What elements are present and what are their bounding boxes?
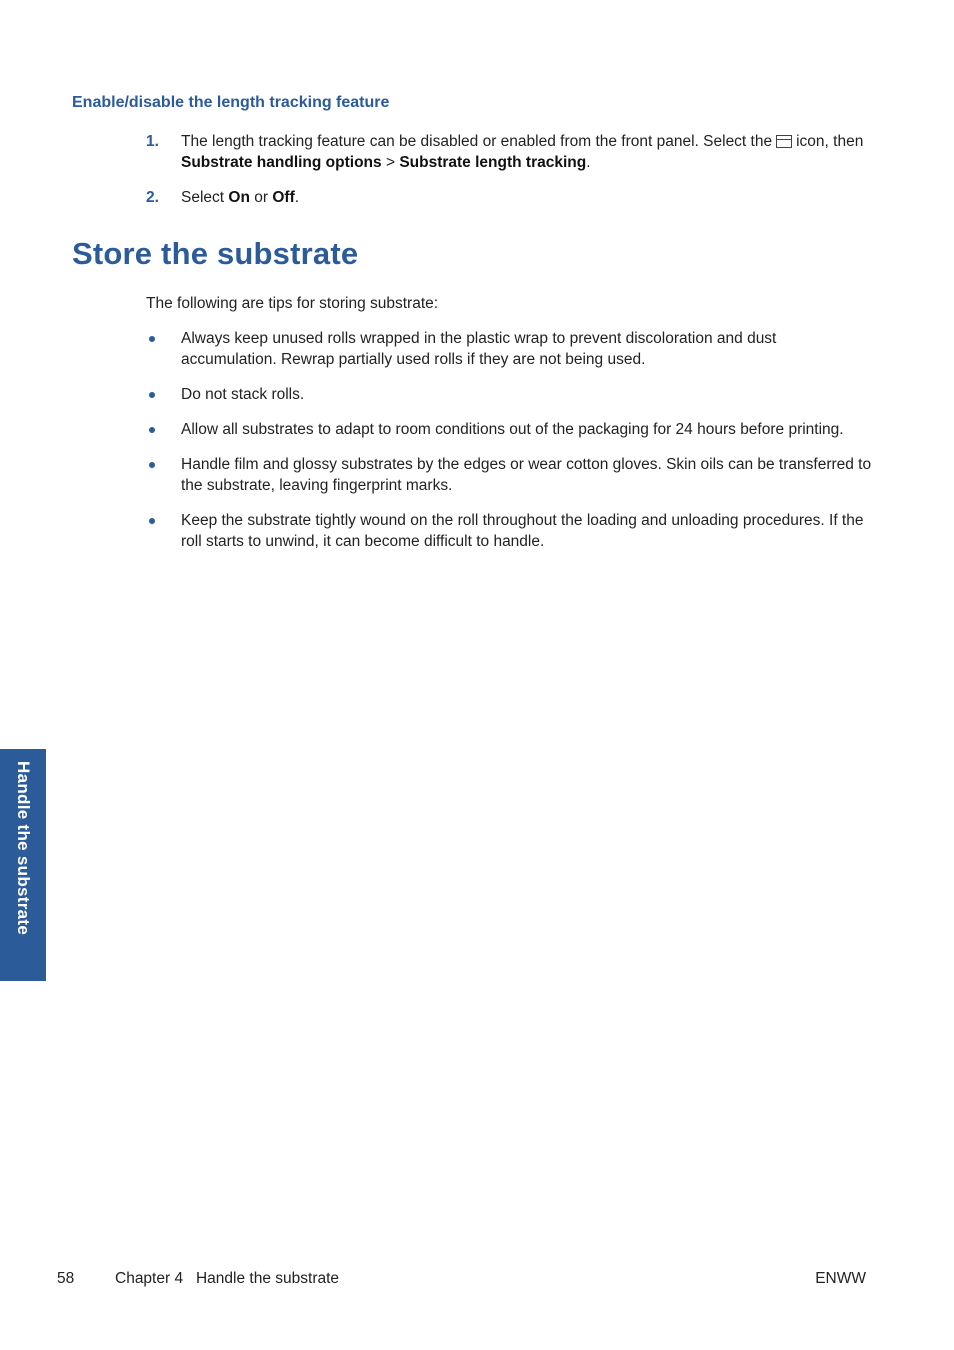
tip-text: Do not stack rolls. [181, 386, 305, 403]
tip-text: Allow all substrates to adapt to room conditions out of the packaging for 24 hours before printing. [181, 421, 844, 438]
list-item [146, 419, 876, 440]
menu-option-name: Substrate handling options [181, 154, 382, 171]
tip-text: Handle film and glossy substrates by the edges or wear cotton gloves. Skin oils can be transferred to the substrate, leaving fingerprint marks. [181, 456, 872, 494]
step-item [146, 187, 866, 208]
footer-edition: ENWW [815, 1270, 866, 1287]
tips-list [146, 328, 876, 566]
chapter-side-tab [0, 749, 46, 981]
step-item [146, 131, 866, 173]
intro-text: The following are tips for storing substrate: [146, 295, 439, 312]
side-tab-label: Handle the substrate [14, 761, 33, 936]
step-text: Select [181, 189, 225, 206]
bullet-icon [149, 392, 155, 398]
menu-option-name: Substrate length tracking [399, 154, 587, 171]
list-item [146, 328, 876, 370]
step-text: . [294, 189, 300, 206]
option-on: On [228, 189, 250, 206]
step-text: icon, then [796, 133, 864, 150]
settings-menu-icon [776, 135, 792, 148]
list-item [146, 454, 876, 496]
step-text: The length tracking feature can be disabled or enabled from the front panel. Select the [181, 133, 773, 150]
list-item [146, 384, 876, 405]
steps-list [146, 131, 866, 222]
section-heading: Enable/disable the length tracking feature [72, 94, 390, 111]
list-item [146, 510, 876, 552]
step-text: . [586, 154, 591, 171]
page-title: Store the substrate [72, 236, 359, 271]
footer-chapter: Chapter 4 Handle the substrate [115, 1270, 340, 1287]
step-number: 2. [146, 189, 159, 206]
menu-separator: > [381, 154, 400, 171]
tip-text: Always keep unused rolls wrapped in the plastic wrap to prevent discoloration and dust accumulation. Rewrap partially used rolls if they are not being used. [181, 330, 777, 368]
tip-text: Keep the substrate tightly wound on the roll throughout the loading and unloading procedures. If the roll starts to unwind, it can become difficult to handle. [181, 512, 864, 550]
step-text: or [254, 189, 269, 206]
bullet-icon [149, 336, 155, 342]
bullet-icon [149, 427, 155, 433]
bullet-icon [149, 518, 155, 524]
step-number: 1. [146, 133, 159, 150]
footer-page-number: 58 [57, 1270, 75, 1287]
option-off: Off [272, 189, 295, 206]
bullet-icon [149, 462, 155, 468]
